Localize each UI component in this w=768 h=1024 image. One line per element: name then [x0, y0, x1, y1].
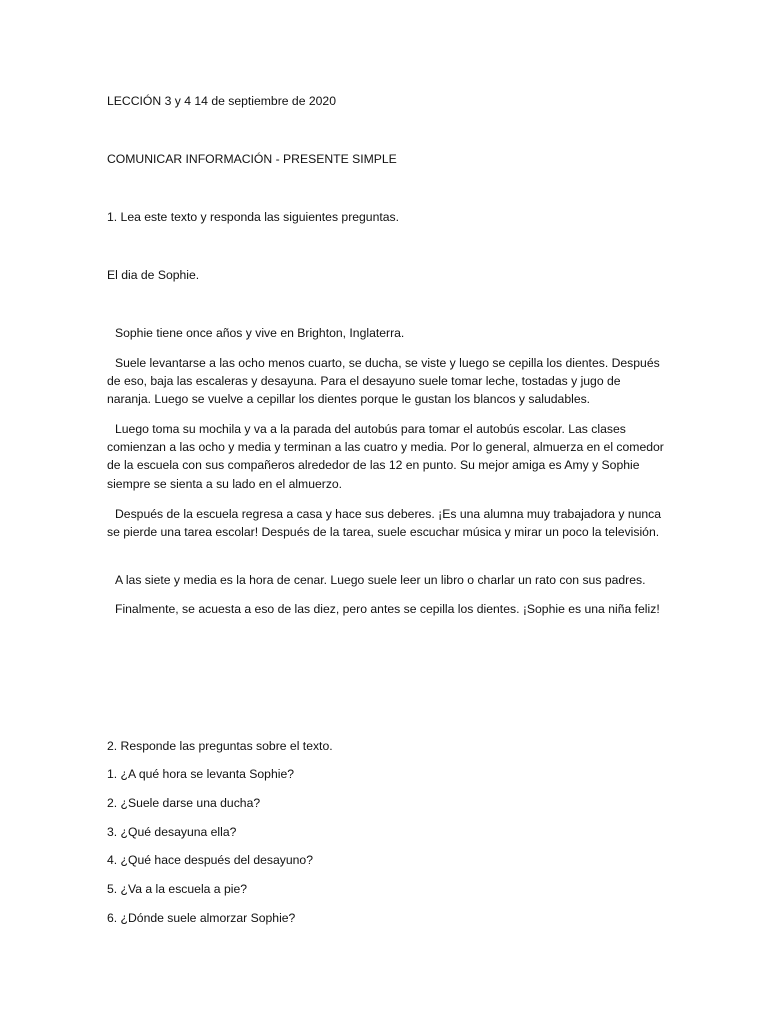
story-paragraph: A las siete y media es la hora de cenar. Luego suele leer un libro o charlar un rato con sus padres. — [115, 573, 646, 587]
question-item: 1. ¿A qué hora se levanta Sophie? — [107, 767, 295, 781]
story-paragraph: Luego toma su mochila y va a la parada del autobús para tomar el autobús escolar. Las clases comienzan a las ocho y media y terminan a las cuatro y media. Por lo general, almuerza en el comedor de la escuela con sus compañeros alrededor de las 12 en punto. Su mejor amiga es Amy y Sophie siempre se sienta a su lado en el almuerzo. — [107, 422, 664, 491]
story-title: El dia de Sophie. — [107, 268, 200, 282]
question-item: 6. ¿Dónde suele almorzar Sophie? — [107, 911, 296, 925]
question-item: 5. ¿Va a la escuela a pie? — [107, 882, 248, 896]
questions-heading: 2. Responde las preguntas sobre el texto. — [107, 739, 333, 753]
question-item: 4. ¿Qué hace después del desayuno? — [107, 853, 313, 867]
exercise-instruction: 1. Lea este texto y responda las siguientes preguntas. — [107, 210, 400, 224]
story-paragraph: Finalmente, se acuesta a eso de las diez, pero antes se cepilla los dientes. ¡Sophie es una niña feliz! — [115, 602, 660, 616]
story-paragraph: Sophie tiene once años y vive en Brighton, Inglaterra. — [115, 326, 405, 340]
question-item: 3. ¿Qué desayuna ella? — [107, 825, 237, 839]
lesson-subheader: COMUNICAR INFORMACIÓN - PRESENTE SIMPLE — [107, 152, 397, 166]
lesson-header: LECCIÓN 3 y 4 14 de septiembre de 2020 — [107, 94, 336, 108]
story-paragraph: Suele levantarse a las ocho menos cuarto, se ducha, se viste y luego se cepilla los dientes. Después de eso, baja las escaleras y desayuna. Para el desayuno suele tomar leche, tostadas y jugo de naranja. Luego se vuelve a cepillar los dientes porque le gustan los blancos y saludables. — [107, 356, 660, 407]
question-item: 2. ¿Suele darse una ducha? — [107, 796, 261, 810]
story-paragraph: Después de la escuela regresa a casa y hace sus deberes. ¡Es una alumna muy trabajadora y nunca se pierde una tarea escolar! Después de la tarea, suele escuchar música y mirar un poco la televisión. — [107, 507, 662, 540]
